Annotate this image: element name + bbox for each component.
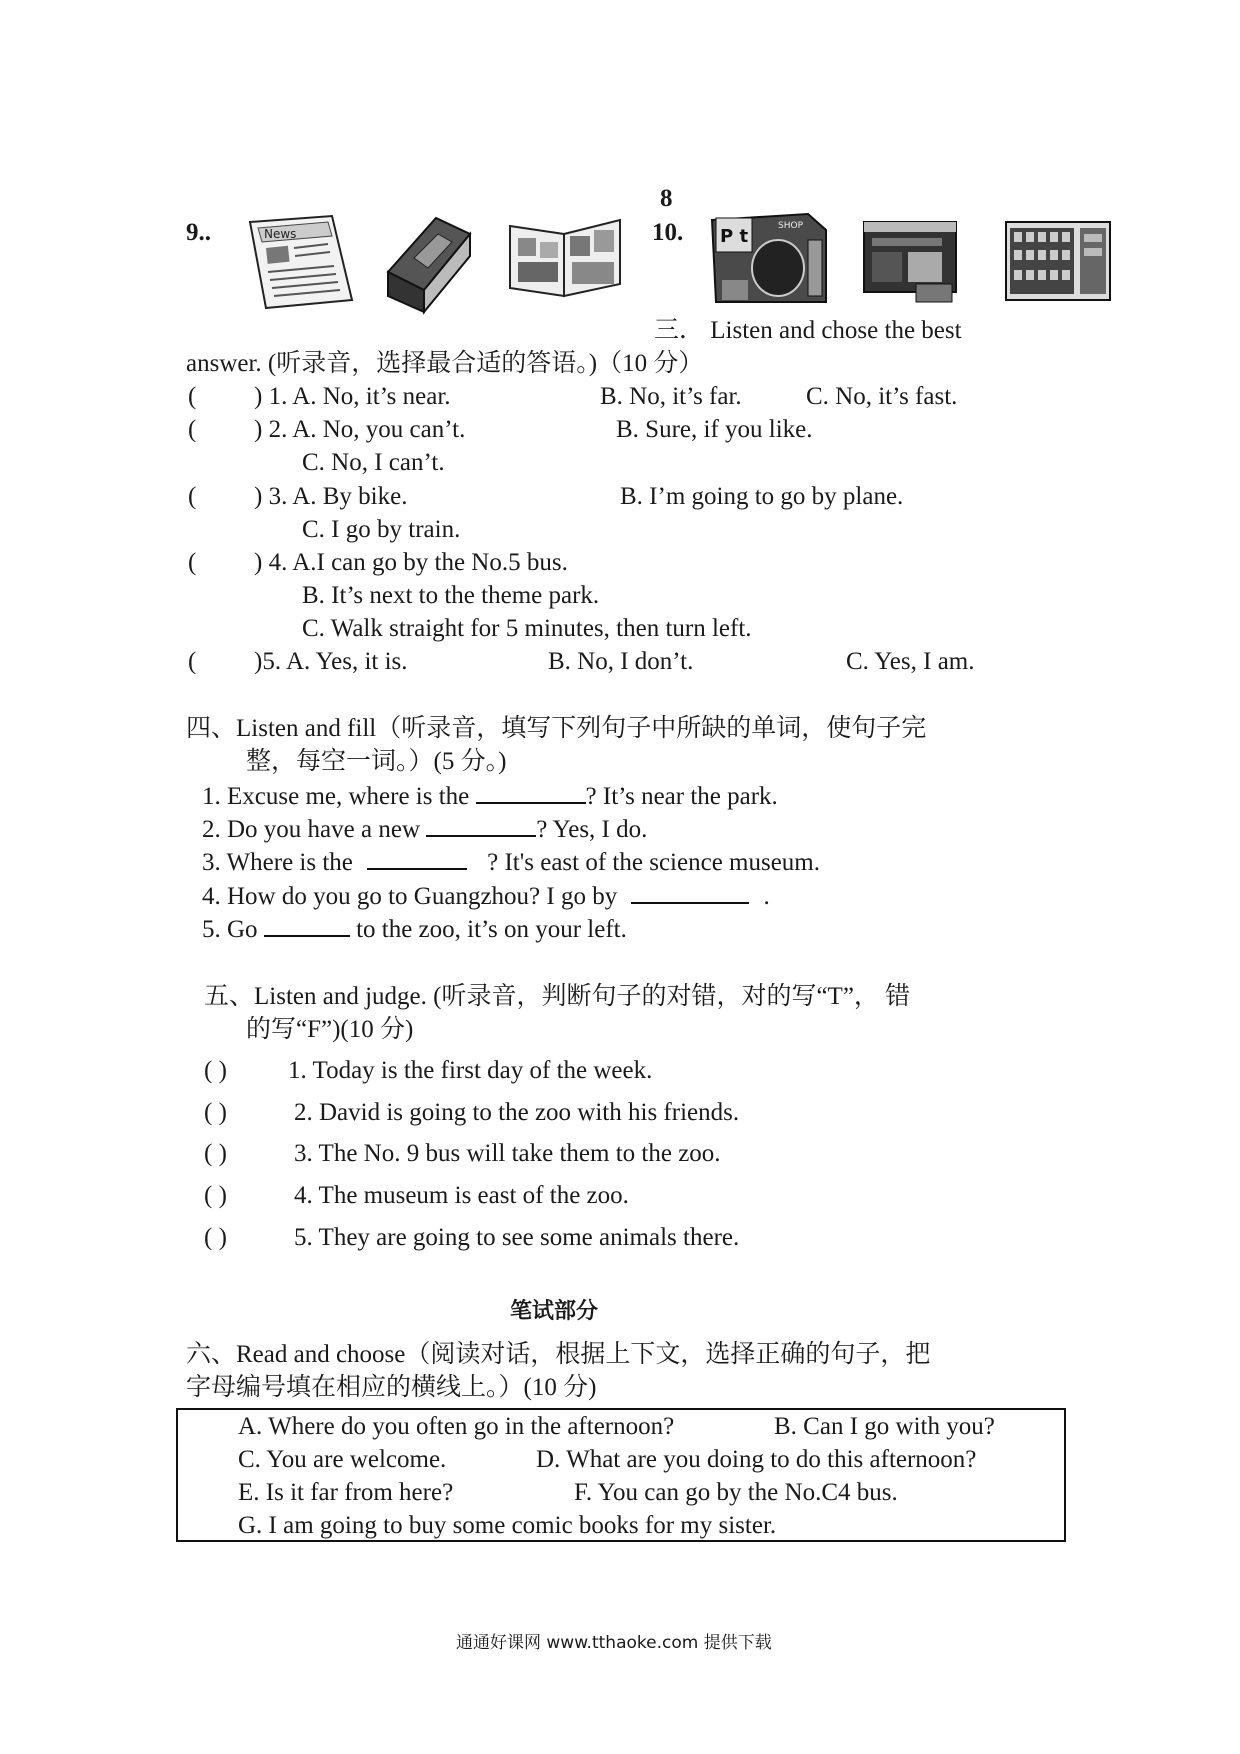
pet-shop-sign-letters: P t	[720, 226, 749, 247]
blank-line[interactable]	[476, 780, 586, 804]
s3-q5-a: )5. A. Yes, it is.	[254, 648, 408, 675]
s3-q3-c: C. I go by train.	[302, 516, 461, 543]
section3-heading-line2: answer. (听录音，选择最合适的答语。)（10 分）	[186, 350, 704, 377]
s4-item-4: 4. How do you go to Guangzhou? I go by .	[202, 880, 770, 912]
newspaper-masthead: News	[264, 227, 297, 241]
pet-shop-picture	[708, 210, 832, 306]
book-picture	[380, 212, 476, 316]
s3-q1-a: ) 1. A. No, it’s near.	[254, 383, 451, 410]
blank-line[interactable]	[367, 846, 467, 870]
question-10-label: 10.	[652, 219, 684, 246]
s3-q5-paren: (	[188, 648, 197, 675]
s4-item-5: 5. Go to the zoo, it’s on your left.	[202, 913, 627, 945]
shoe-shop-picture	[860, 218, 964, 306]
option-e: E. Is it far from here?	[238, 1479, 454, 1506]
blank-line[interactable]	[264, 913, 350, 937]
s4-item-2: 2. Do you have a new ? Yes, I do.	[202, 813, 647, 845]
s3-q1-b: B. No, it’s far.	[600, 383, 742, 410]
footer-download-note: 通通好课网 www.tthaoke.com 提供下载	[456, 1633, 772, 1653]
s4-item-3: 3. Where is the ? It's east of the science museum.	[202, 846, 820, 878]
pet-shop-sign-word: SHOP	[778, 221, 803, 231]
s3-q2-b: B. Sure, if you like.	[616, 416, 813, 443]
section3-heading-line1: 三． Listen and chose the best	[654, 317, 962, 344]
s3-q2-c: C. No, I can’t.	[302, 449, 445, 476]
option-c: C. You are welcome.	[238, 1446, 447, 1473]
section4-heading-line2: 整，每空一词。）(5 分。)	[246, 748, 507, 775]
s3-q4-a: ) 4. A.I can go by the No.5 bus.	[254, 549, 568, 576]
s3-q3-paren: (	[188, 483, 197, 510]
s3-q5-b: B. No, I don’t.	[548, 648, 694, 675]
section6-heading-line2: 字母编号填在相应的横线上。）(10 分)	[186, 1374, 597, 1401]
blank-line[interactable]	[426, 813, 536, 837]
s3-q3-b: B. I’m going to go by plane.	[620, 483, 904, 510]
blank-line[interactable]	[631, 880, 749, 904]
s5-item-3: ( ) 3. The No. 9 bus will take them to the zoo.	[204, 1140, 721, 1167]
s3-q5-c: C. Yes, I am.	[846, 648, 975, 675]
question-9-label: 9..	[186, 219, 211, 246]
s5-item-4: ( ) 4. The museum is east of the zoo.	[204, 1182, 629, 1209]
option-d: D. What are you doing to do this afternoon?	[536, 1446, 977, 1473]
s4-item-1: 1. Excuse me, where is the ? It’s near the park.	[202, 780, 778, 812]
section5-heading-line1: 五、Listen and judge. (听录音，判断句子的对错，对的写“T”， 错	[204, 983, 911, 1010]
s3-q1-paren: (	[188, 383, 197, 410]
section5-heading-line2: 的写“F”)(10 分)	[246, 1016, 414, 1043]
s3-q4-paren: (	[188, 549, 197, 576]
s3-q4-c: C. Walk straight for 5 minutes, then turn left.	[302, 615, 752, 642]
supermarket-picture	[1002, 218, 1114, 304]
option-b: B. Can I go with you?	[774, 1413, 995, 1440]
s3-q2-a: ) 2. A. No, you can’t.	[254, 416, 466, 443]
written-part-title: 笔试部分	[510, 1299, 599, 1324]
s3-q4-b: B. It’s next to the theme park.	[302, 582, 600, 609]
s3-q1-c: C. No, it’s fast.	[806, 383, 958, 410]
s5-item-1: ( ) 1. Today is the first day of the week.	[204, 1057, 653, 1084]
s3-q3-a: ) 3. A. By bike.	[254, 483, 408, 510]
s5-item-5: ( ) 5. They are going to see some animals there.	[204, 1224, 740, 1251]
option-a: A. Where do you often go in the afternoon?	[238, 1413, 675, 1440]
section6-heading-line1: 六、Read and choose（阅读对话，根据上下文，选择正确的句子，把	[186, 1341, 931, 1368]
section4-heading-line1: 四、Listen and fill（听录音，填写下列句子中所缺的单词，使句子完	[186, 715, 927, 742]
s3-q2-paren: (	[188, 416, 197, 443]
page-number: 8	[660, 185, 673, 212]
newspaper-picture	[244, 214, 356, 310]
s5-item-2: ( ) 2. David is going to the zoo with his friends.	[204, 1099, 740, 1126]
comic-book-picture	[506, 214, 624, 300]
option-f: F. You can go by the No.C4 bus.	[574, 1479, 898, 1506]
option-g: G. I am going to buy some comic books for my sister.	[238, 1512, 777, 1539]
